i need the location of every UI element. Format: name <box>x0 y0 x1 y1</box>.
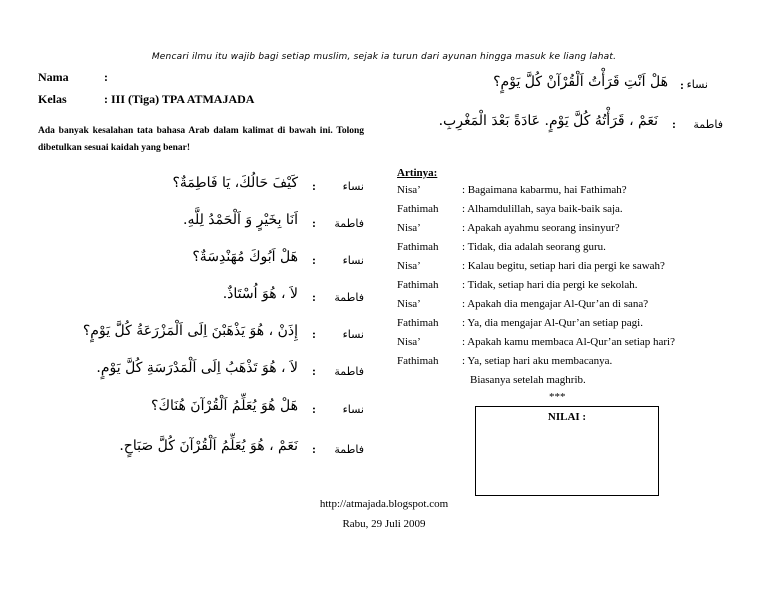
translation-line: : Tidak, dia adalah seorang guru. <box>462 241 606 253</box>
dialog-speaker: نساء <box>342 254 364 267</box>
translation-line: : Apakah dia mengajar Al-Qur’an di sana? <box>462 298 649 310</box>
footer-date: Rabu, 29 Juli 2009 <box>342 518 426 530</box>
translation-speaker: Fathimah <box>397 279 439 291</box>
translation-continuation: Biasanya setelah maghrib. <box>470 374 586 386</box>
translation-separator: *** <box>549 391 566 403</box>
dialog-line: هَلْ اَبُوكَ مُهَنْدِسَةٌ؟ <box>192 249 298 265</box>
translation-speaker: Fathimah <box>397 241 439 253</box>
translation-line: : Tidak, setiap hari dia pergi ke sekolah. <box>462 279 638 291</box>
dialog-speaker: فاطمة <box>334 291 364 304</box>
instruction-text: Ada banyak kesalahan tata bahasa Arab dalam kalimat di bawah ini. Tolong dibetulkan sesuai kaidah yang benar! <box>38 126 364 153</box>
translation-line: : Kalau begitu, setiap hari dia pergi ke sawah? <box>462 260 665 272</box>
translation-line: : Apakah kamu membaca Al-Qur’an setiap hari? <box>462 336 675 348</box>
dialog-line: نَعَمْ ، هُوَ يُعَلِّمُ اَلْقُرْآنَ كُلَّ صَبَاحٍ. <box>119 438 298 454</box>
footer-url: http://atmajada.blogspot.com <box>319 498 449 510</box>
translation-line: : Ya, setiap hari aku membacanya. <box>462 355 613 367</box>
translation-line: : Ya, dia mengajar Al-Qur’an setiap pagi. <box>462 317 643 329</box>
class-value: : III (Tiga) TPA ATMAJADA <box>104 92 255 106</box>
translation-speaker: Nisa’ <box>397 184 421 196</box>
grade-box <box>475 406 659 496</box>
translation-line: : Bagaimana kabarmu, hai Fathimah? <box>462 184 627 196</box>
dialog-colon: : <box>312 402 316 416</box>
dialog-speaker: نساء <box>342 403 364 416</box>
translation-speaker: Nisa’ <box>397 298 421 310</box>
top-dialog-text: هَلْ اَنْتِ قَرَأْتُ اَلْقُرْآنْ كُلَّ يَوْمٍ؟ <box>493 74 668 90</box>
dialog-colon: : <box>312 364 316 378</box>
dialog-line: لاَ ، هُوَ اُسْتَاذٌ. <box>222 286 298 302</box>
dialog-line: كَيْفَ حَالُكَ، يَا فَاطِمَةٌ؟ <box>172 175 298 191</box>
dialog-line: إِذَنْ ، هُوَ يَذْهَبْنَ اِلَى اَلْمَزْرَعَةُ كُلَّ يَوْمٍ؟ <box>82 323 298 339</box>
top-dialog-colon: : <box>680 78 684 92</box>
name-colon: : <box>104 70 108 84</box>
top-dialog-speaker: فاطمة <box>693 118 723 131</box>
header-motto: Mencari ilmu itu wajib bagi setiap muslim, sejak ia turun dari ayunan hingga masuk ke liang lahat. <box>151 52 617 62</box>
dialog-speaker: فاطمة <box>334 217 364 230</box>
top-dialog-text: نَعَمْ ، قَرَأْتُهُ كُلَّ يَوْمٍ. عَادَةً بَعْدَ الْمَغْرِبِ. <box>438 113 658 129</box>
translation-line: : Apakah ayahmu seorang insinyur? <box>462 222 620 234</box>
top-dialog-speaker: نساء <box>686 78 708 91</box>
dialog-line: لاَ ، هُوَ تَذْهَبُ اِلَى اَلْمَدْرَسَةِ كُلَّ يَوْمٍ. <box>96 360 298 376</box>
class-label: Kelas <box>38 92 67 106</box>
dialog-line: هَلْ هُوَ يُعَلِّمُ اَلْقُرْآنَ هُنَاكَ؟ <box>151 398 298 414</box>
dialog-speaker: فاطمة <box>334 365 364 378</box>
translation-speaker: Nisa’ <box>397 260 421 272</box>
translation-speaker: Nisa’ <box>397 336 421 348</box>
translation-speaker: Fathimah <box>397 317 439 329</box>
translation-speaker: Fathimah <box>397 203 439 215</box>
dialog-colon: : <box>312 216 316 230</box>
translation-heading: Artinya: <box>397 167 438 179</box>
dialog-colon: : <box>312 442 316 456</box>
dialog-colon: : <box>312 327 316 341</box>
top-dialog-colon: : <box>672 117 676 131</box>
dialog-colon: : <box>312 253 316 267</box>
translation-line: : Alhamdulillah, saya baik-baik saja. <box>462 203 623 215</box>
dialog-colon: : <box>312 179 316 193</box>
name-label: Nama <box>38 70 69 84</box>
translation-speaker: Nisa’ <box>397 222 421 234</box>
grade-label: NILAI : <box>547 411 587 423</box>
dialog-speaker: فاطمة <box>334 443 364 456</box>
dialog-colon: : <box>312 290 316 304</box>
translation-speaker: Fathimah <box>397 355 439 367</box>
dialog-speaker: نساء <box>342 180 364 193</box>
dialog-speaker: نساء <box>342 328 364 341</box>
dialog-line: اَنَا بِخَيْرٍ وَ اَلْحَمْدُ لِلَّهِ. <box>183 212 298 228</box>
